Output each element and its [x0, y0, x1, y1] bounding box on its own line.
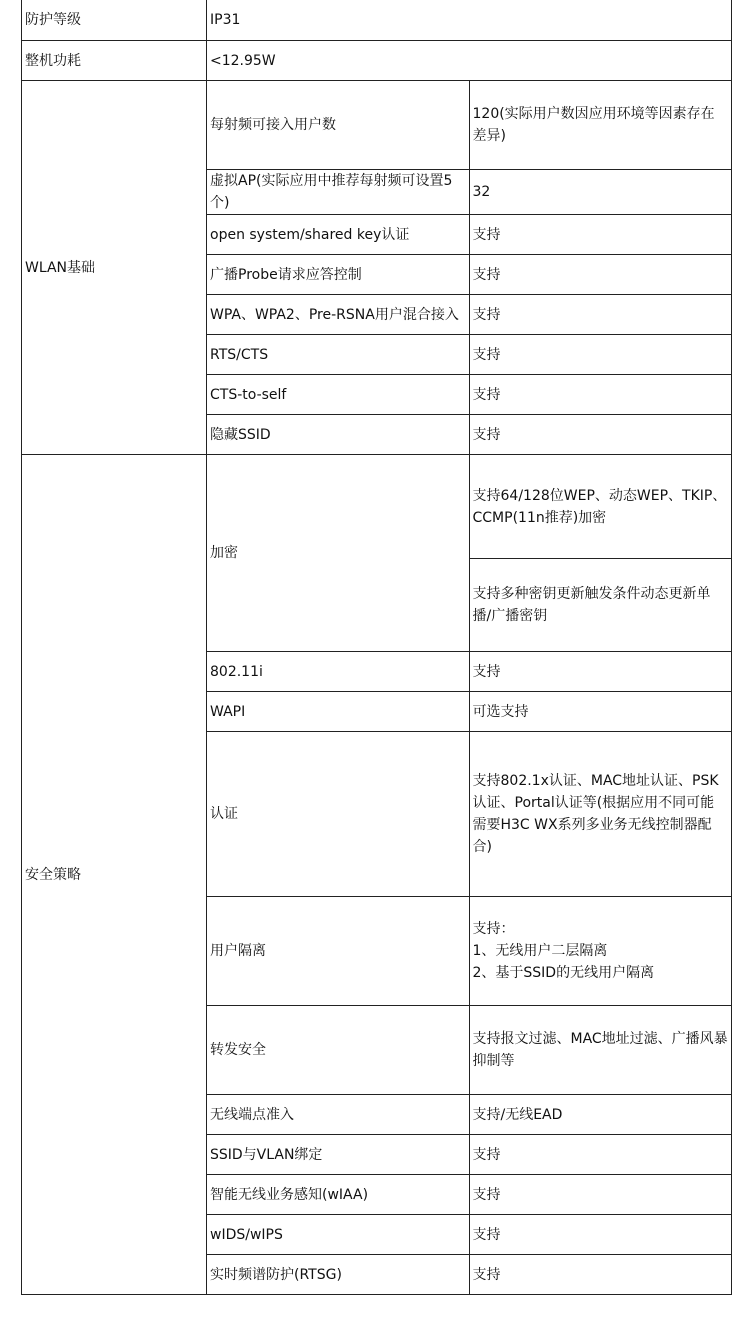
value-cell: 可选支持	[469, 692, 732, 732]
feature-cell: 认证	[207, 732, 470, 897]
value-cell: 支持802.1x认证、MAC地址认证、PSK认证、Portal认证等(根据应用不同可能需要H3C WX系列多业务无线控制器配合)	[469, 732, 732, 897]
table-row	[22, 81, 732, 170]
value-cell: 支持	[469, 375, 732, 415]
value-cell: 支持报文过滤、MAC地址过滤、广播风暴抑制等	[469, 1006, 732, 1095]
feature-cell: 用户隔离	[207, 897, 470, 1006]
feature-cell: 虚拟AP(实际应用中推荐每射频可设置5个)	[207, 170, 470, 215]
feature-cell: 无线端点准入	[207, 1095, 470, 1135]
value-cell: 支持64/128位WEP、动态WEP、TKIP、CCMP(11n推荐)加密	[469, 455, 732, 559]
value-cell: 支持多种密钥更新触发条件动态更新单播/广播密钥	[469, 559, 732, 652]
feature-cell: WPA、WPA2、Pre-RSNA用户混合接入	[207, 295, 470, 335]
category-cell: 安全策略	[22, 455, 207, 1295]
feature-cell: 广播Probe请求应答控制	[207, 255, 470, 295]
row-label: 整机功耗	[22, 41, 207, 81]
value-cell: 支持	[469, 215, 732, 255]
feature-cell: WAPI	[207, 692, 470, 732]
value-cell: 120(实际用户数因应用环境等因素存在差异)	[469, 81, 732, 170]
feature-cell: 实时频谱防护(RTSG)	[207, 1255, 470, 1295]
category-cell: WLAN基础	[22, 81, 207, 455]
value-cell: 支持	[469, 1215, 732, 1255]
table-row	[22, 455, 732, 559]
feature-cell: 智能无线业务感知(wIAA)	[207, 1175, 470, 1215]
table-row	[22, 41, 732, 81]
spec-table	[21, 0, 732, 1295]
feature-cell: RTS/CTS	[207, 335, 470, 375]
value-cell: 支持	[469, 1175, 732, 1215]
value-cell: 支持	[469, 255, 732, 295]
value-cell: 支持	[469, 335, 732, 375]
value-cell: 32	[469, 170, 732, 215]
value-cell: 支持	[469, 1255, 732, 1295]
table-row	[22, 0, 732, 41]
feature-cell: 加密	[207, 455, 470, 652]
value-cell: 支持	[469, 652, 732, 692]
feature-cell: wIDS/wIPS	[207, 1215, 470, 1255]
value-cell: 支持/无线EAD	[469, 1095, 732, 1135]
row-label: 防护等级	[22, 0, 207, 41]
value-cell: 支持	[469, 1135, 732, 1175]
feature-cell: 802.11i	[207, 652, 470, 692]
feature-cell: 隐藏SSID	[207, 415, 470, 455]
value-cell: 支持： 1、无线用户二层隔离 2、基于SSID的无线用户隔离	[469, 897, 732, 1006]
feature-cell: 每射频可接入用户数	[207, 81, 470, 170]
value-cell: 支持	[469, 415, 732, 455]
feature-cell: SSID与VLAN绑定	[207, 1135, 470, 1175]
feature-cell: CTS-to-self	[207, 375, 470, 415]
row-value: IP31	[207, 0, 732, 41]
feature-cell: open system/shared key认证	[207, 215, 470, 255]
feature-cell: 转发安全	[207, 1006, 470, 1095]
value-cell: 支持	[469, 295, 732, 335]
row-value: <12.95W	[207, 41, 732, 81]
